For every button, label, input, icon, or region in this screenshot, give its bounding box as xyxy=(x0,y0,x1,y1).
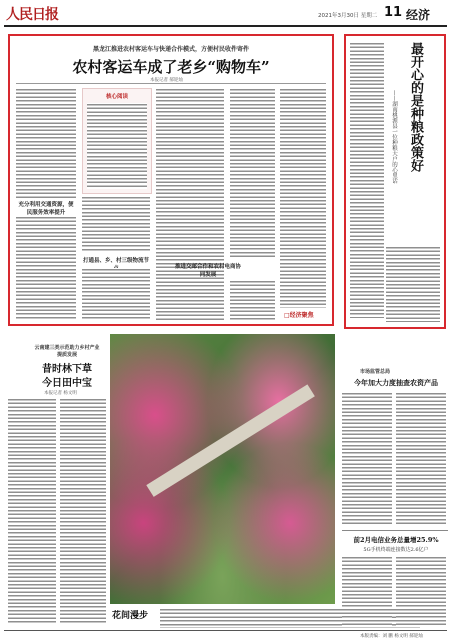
text-column xyxy=(156,88,224,320)
right2-subhead: 5G手机终端连接数达2.6亿户 xyxy=(363,547,429,553)
newspaper-logo: 人民日报 xyxy=(6,7,58,23)
subhead-1: 充分利用交通资源，便民服务效率提升 xyxy=(18,202,74,216)
core-reading-label: 核心阅读 xyxy=(105,94,128,100)
core-reading-text xyxy=(87,103,147,189)
subhead-3: 推进交邮合作和农村电商协同发展 xyxy=(174,264,241,278)
text-column xyxy=(342,556,392,626)
feature-box[interactable] xyxy=(344,34,446,329)
left-kicker: 云南建三类示范助力乡村产业提质发展 xyxy=(34,345,100,358)
page-number: 11 xyxy=(384,5,403,20)
text-column xyxy=(82,196,150,252)
lead-kicker: 黑龙江推进农村客运车与快递合作模式，方便村民收件寄件 xyxy=(92,46,249,53)
left-headline-line1[interactable]: 昔时林下草 xyxy=(42,364,92,375)
feature-subtitle: ——湖南桃源县一位种粮大户的心里话 xyxy=(391,90,397,184)
text-column xyxy=(82,268,150,320)
core-reading-box xyxy=(82,88,152,194)
text-column xyxy=(386,246,440,322)
editor-credit: 本版责编：刘 鹏 杨文明 郝迎灿 xyxy=(360,634,423,639)
left-byline: 本报记者 杨文明 xyxy=(44,391,77,396)
text-column xyxy=(396,556,446,626)
divider xyxy=(16,83,326,84)
right1-kicker: 市场监管总局 xyxy=(360,369,391,375)
text-column xyxy=(396,392,446,524)
text-column xyxy=(60,398,106,624)
section-tag: □经济聚焦 xyxy=(284,312,314,319)
issue-date: 2021年3月30日 星期二 xyxy=(318,13,378,19)
right1-headline[interactable]: 今年加大力度抽查农资产品 xyxy=(354,378,438,387)
text-column xyxy=(230,88,275,258)
lead-headline[interactable]: 农村客运车成了老乡“购物车” xyxy=(72,58,270,76)
masthead-rule xyxy=(4,25,447,27)
divider xyxy=(342,530,448,531)
feature-title[interactable]: 最开心的是种粮政策好 xyxy=(408,42,423,172)
bridge-shape xyxy=(146,384,315,497)
footer-rule xyxy=(4,630,447,631)
photo-caption-title: 花间漫步 xyxy=(112,611,149,621)
text-column xyxy=(16,216,76,320)
text-column xyxy=(230,280,275,320)
lead-byline: 本报记者 郝迎灿 xyxy=(150,78,183,83)
text-column xyxy=(16,88,76,198)
subhead-2: 打通县、乡、村三级物流节 xyxy=(82,258,149,264)
text-column xyxy=(342,392,392,524)
section-name: 经济 xyxy=(406,8,431,22)
left-headline-line2[interactable]: 今日田中宝 xyxy=(42,378,92,389)
flower-field-photo xyxy=(110,334,335,604)
text-column xyxy=(8,398,56,624)
text-column xyxy=(350,42,384,318)
right2-headline[interactable]: 前2月电信业务总量增25.9% xyxy=(353,536,439,544)
lead-story-box[interactable] xyxy=(8,34,334,326)
text-column xyxy=(280,88,326,308)
